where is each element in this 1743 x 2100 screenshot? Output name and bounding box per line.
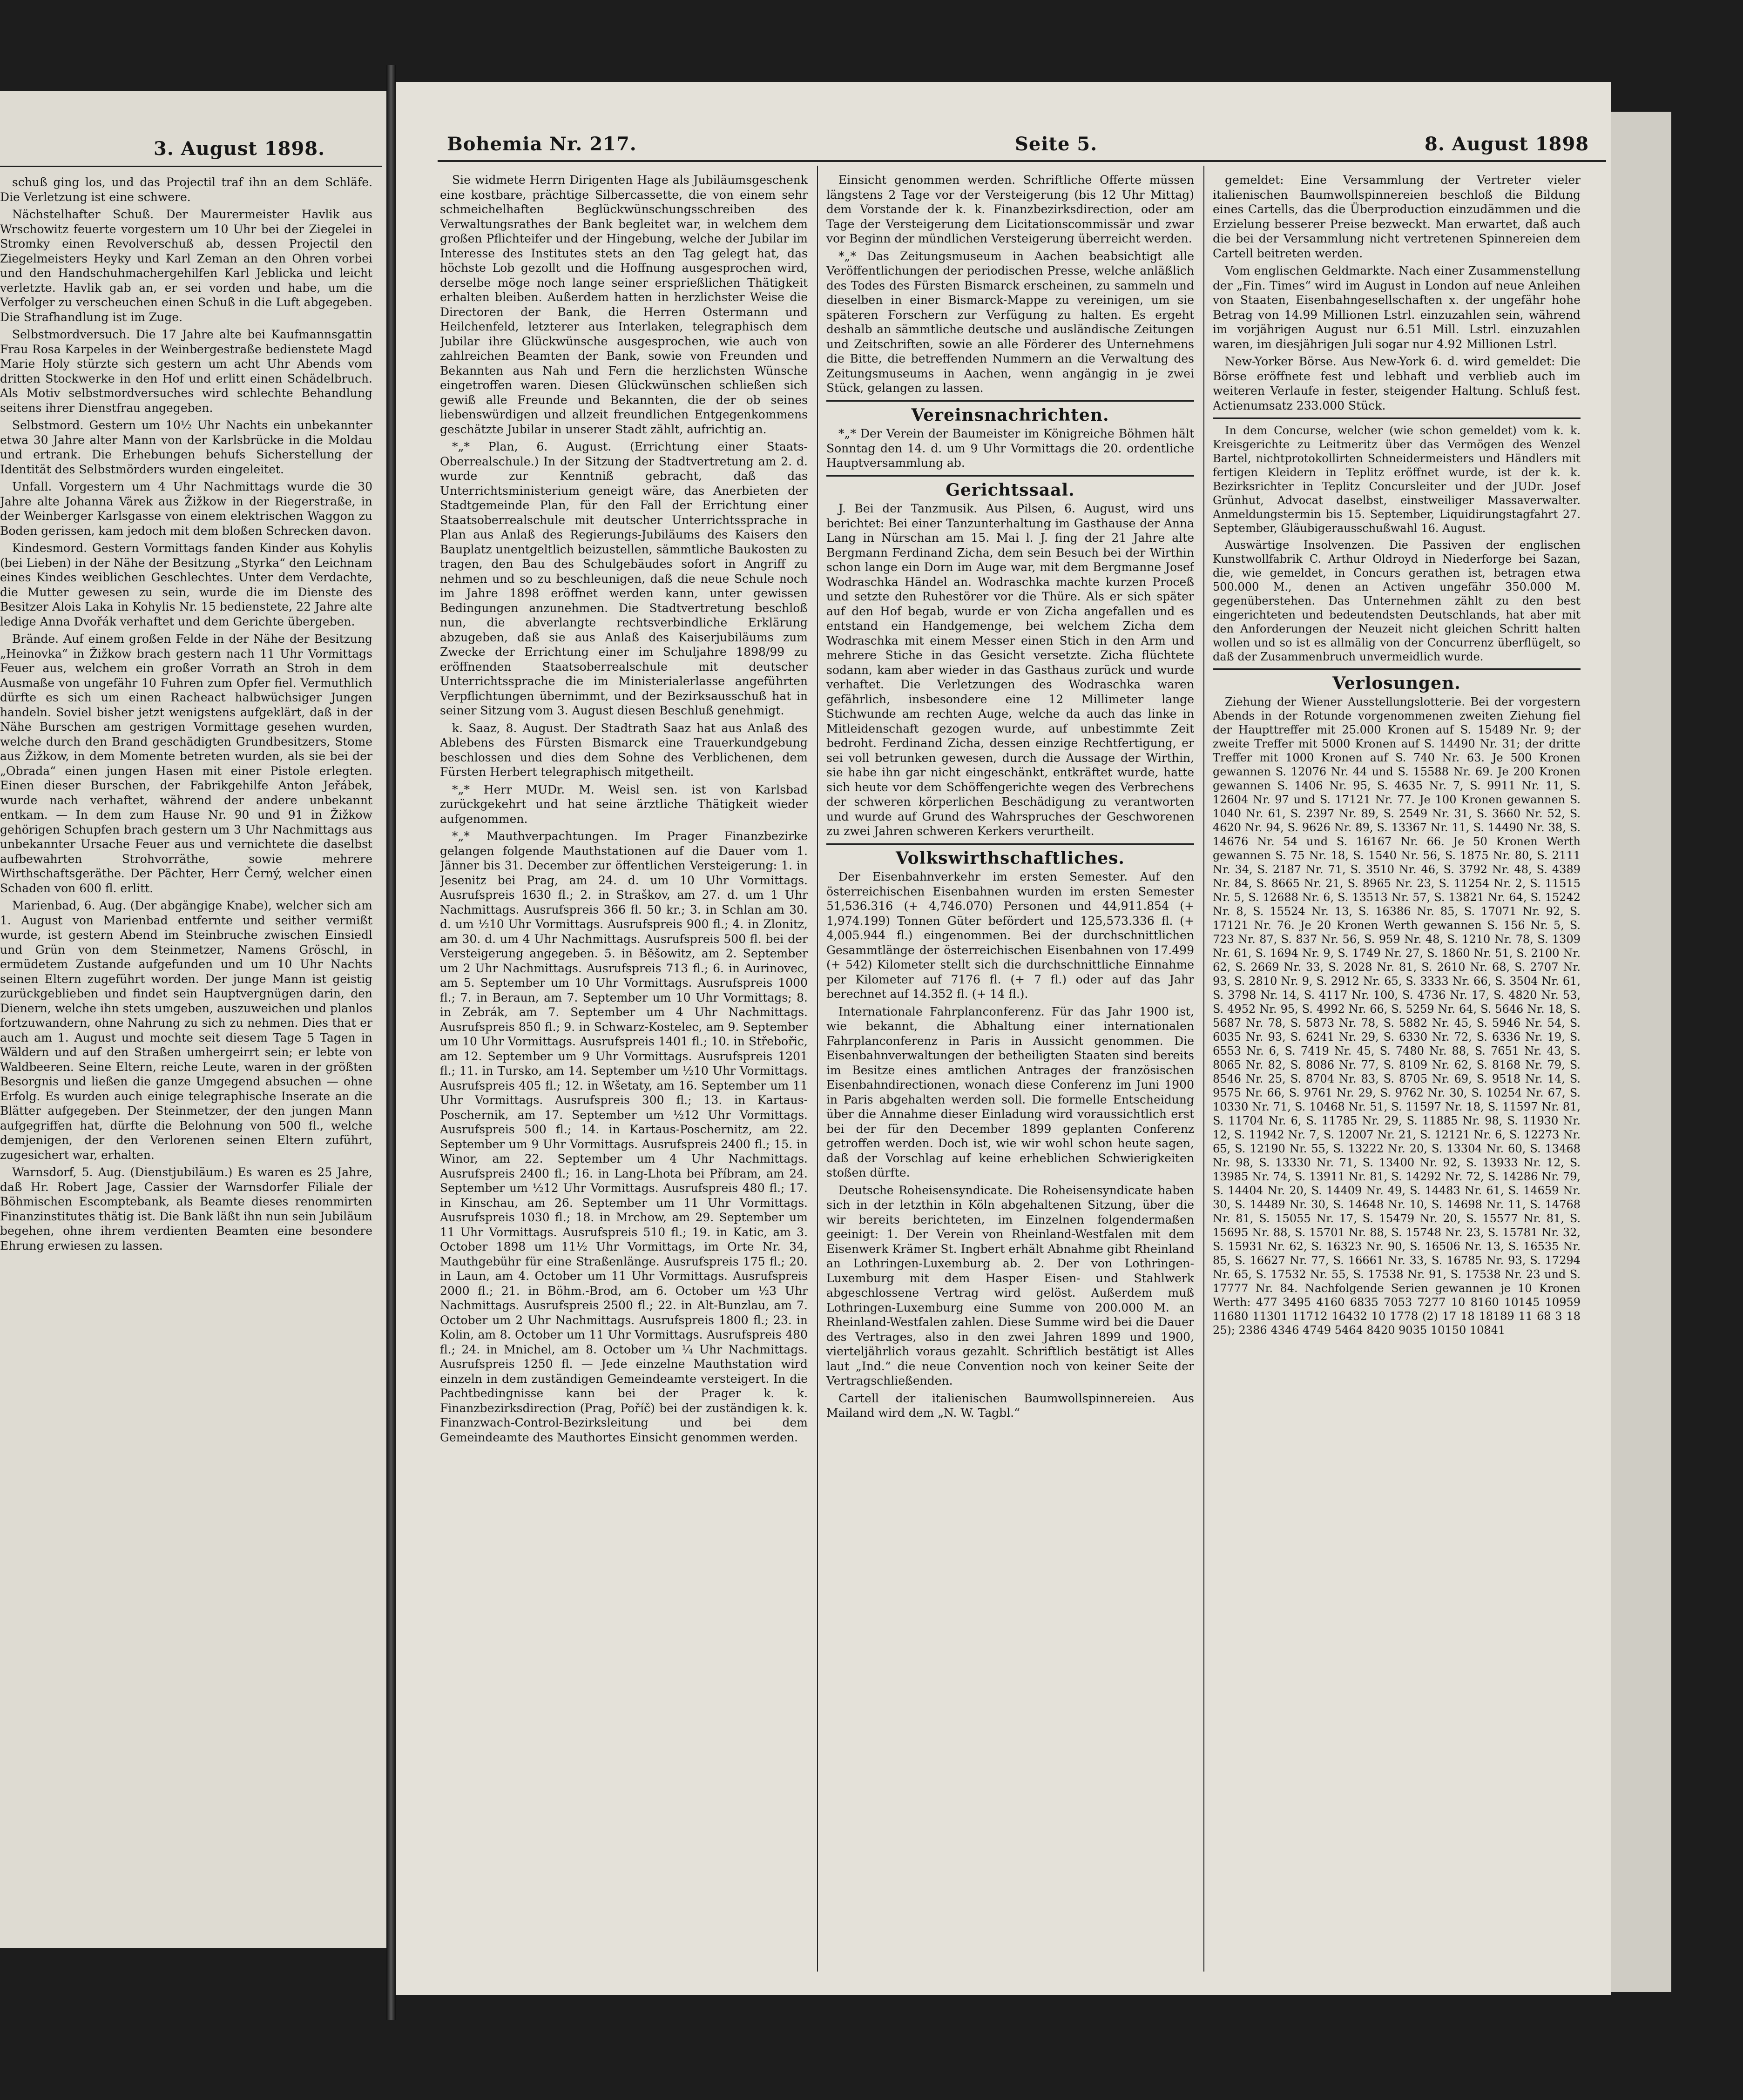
article-paragraph: Der Eisenbahnverkehr im ersten Semester. Auf den österreichischen Eisenbahnen wurden im ersten Semester 51,536.316 (+ 4,746.070) Personen und 44,911.854 (+ 1,974.199) Tonnen Güter befördert und 125,573.336 fl. (+ 4,005.944 fl.) eingenommen. Bei der durchschnittlichen Gesammtlänge der österreichischen Eisenbahnen von 17.499 (+ 542) Kilometer stellt sich die durchschnittliche Einnahme per Kilometer auf 7176 fl. (+ 7 fl.) oder auf das Jahr berechnet auf 14.352 fl. (+ 14 fl.).	[826, 870, 1194, 1001]
article-paragraph: J. Bei der Tanzmusik. Aus Pilsen, 6. August, wird uns berichtet: Bei einer Tanzunterhaltung im Gasthause der Anna Lang in Nürschan am 15. Mai l. J. fing der 21 Jahre alte Bergmann Ferdinand Zicha, dem sein Besuch bei der Wirthin schon lange ein Dorn im Auge war, mit dem Bergmanne Josef Wodraschka Händel an. Wodraschka machte kurzen Proceß und setzte den Ruhestörer vor die Thüre. Als er sich später auf den Hof begab, wurde er von Zicha angefallen und es entstand ein Handgemenge, bei welchem Zicha dem Wodraschka mit einem Messer einen Stich in den Arm und mehrere Stiche in das Gesicht versetzte. Zicha flüchtete sodann, kam aber wieder in das Gasthaus zurück und wurde verhaftet. Die Verletzungen des Wodraschka waren gefährlich, insbesondere eine 12 Millimeter lange Stichwunde am rechten Auge, welche da auch das linke in Mitleidenschaft gezogen wurde, auf unbestimmte Zeit bedroht. Ferdinand Zicha, dessen einzige Rechtfertigung, er sei voll betrunken gewesen, durch die Aussage der Wirthin, sie habe ihn gar nicht eingeschänkt, entkräftet wurde, hatte sich heute vor dem Schöffengerichte wegen des Verbrechens der schweren körperlichen Beschädigung zu verantworten und wurde auf Grund des Wahrspruches der Geschworenen zu zwei Jahren schweren Kerkers verurtheilt.	[826, 502, 1194, 838]
article-paragraph: *„* Mauthverpachtungen. Im Prager Finanzbezirke gelangen folgende Mauthstationen auf die Dauer vom 1. Jänner bis 31. December zur öffentlichen Versteigerung: 1. in Jesenitz bei Prag, am 24. d. um 10 Uhr Vormittags. Ausrufspreis 1630 fl.; 2. in Straškov, am 27. d. um 1 Uhr Nachmittags. Ausrufspreis 366 fl. 50 kr.; 3. in Schlan am 30. d. um ½10 Uhr Vormittags. Ausrufspreis 900 fl.; 4. in Zlonitz, am 30. d. um 4 Uhr Nachmittags. Ausrufspreis 500 fl. bei der Versteigerung angegeben. 5. in Běšowitz, am 2. September um 2 Uhr Nachmittags. Ausrufspreis 713 fl.; 6. in Aurinovec, am 5. September um 10 Uhr Vormittags. Ausrufspreis 1000 fl.; 7. in Beraun, am 7. September um 10 Uhr Vormittags; 8. in Zebrák, am 7. September um 4 Uhr Nachmittags. Ausrufspreis 850 fl.; 9. in Schwarz-Kostelec, am 9. September um 10 Uhr Vormittags. Ausrufspreis 1401 fl.; 10. in Střebořic, am 12. September um 9 Uhr Vormittags. Ausrufspreis 1201 fl.; 11. in Tursko, am 14. September um ½10 Uhr Vormittags. Ausrufspreis 405 fl.; 12. in Wšetaty, am 16. September um 11 Uhr Vormittags. Ausrufspreis 300 fl.; 13. in Kartaus-Poschernik, am 17. September um ½12 Uhr Vormittags. Ausrufspreis 500 fl.; 14. in Kartaus-Poschernitz, am 22. September um 9 Uhr Vormittags. Ausrufspreis 2400 fl.; 15. in Winor, am 22. September um 4 Uhr Nachmittags. Ausrufspreis 2400 fl.; 16. in Lang-Lhota bei Příbram, am 24. September um ½12 Uhr Vormittags. Ausrufspreis 480 fl.; 17. in Kinschau, am 26. September um 11 Uhr Vormittags. Ausrufspreis 1030 fl.; 18. in Mrchow, am 29. September um 11 Uhr Vormittags. Ausrufspreis 510 fl.; 19. in Katic, am 3. October 1898 um 11½ Uhr Vormittags, im Orte Nr. 34, Mauthgebühr für eine Straßenlänge. Ausrufspreis 175 fl.; 20. in Laun, am 4. October um 11 Uhr Vormittags. Ausrufspreis 2000 fl.; 21. in Böhm.-Brod, am 6. October um ½3 Uhr Nachmittags. Ausrufspreis 2500 fl.; 22. in Alt-Bunzlau, am 7. October um 2 Uhr Nachmittags. Ausrufspreis 1800 fl.; 23. in Kolin, am 8. October um 11 Uhr Vormittags. Ausrufspreis 480 fl.; 24. in Mnichel, am 8. October um ¼ Uhr Nachmittags. Ausrufspreis 1250 fl. — Jede einzelne Mauthstation wird einzeln in dem zuständigen Gemeindeamte versteigert. In die Pachtbedingnisse kann bei der Prager k. k. Finanzbezirksdirection (Prag, Poříč) bei der zuständigen k. k. Finanzwach-Control-Bezirksleitung und bei dem Gemeindeamte des Mauthortes Einsicht genommen werden.	[440, 829, 808, 1444]
column-divider	[817, 166, 818, 1972]
left-article: Unfall. Vorgestern um 4 Uhr Nachmittags wurde die 30 Jahre alte Johanna Värek aus Žižkow in der Riegerstraße, in der Weinberger Karlsgasse von einem elektrischen Waggon zu Boden gerissen, kam jedoch mit dem bloßen Schrecken davon.	[0, 480, 372, 538]
left-page	[0, 91, 386, 1948]
page-number: Seite 5.	[1015, 133, 1098, 155]
article-paragraph: k. Saaz, 8. August. Der Stadtrath Saaz hat aus Anlaß des Ablebens des Fürsten Bismarck eine Trauerkundgebung beschlossen und dies dem Sohne des Verblichenen, dem Fürsten Herbert telegraphisch mitgetheilt.	[440, 721, 808, 779]
page-edge-shadow	[1611, 112, 1671, 1992]
column-2	[826, 173, 1194, 1969]
section-rule	[826, 843, 1194, 845]
section-title-vereinsnachrichten: Vereinsnachrichten.	[911, 405, 1109, 425]
article-paragraph: Deutsche Roheisensyndicate. Die Roheisensyndicate haben sich in der letzthin in Köln abgehaltenen Sitzung, über die wir bereits berichteten, im Einzelnen folgendermaßen geeinigt: 1. Der Verein von Rheinland-Westfalen mit dem Eisenwerk Krämer St. Ingbert erhält Abnahme gibt Rheinland an Lothringen-Luxemburg ab. 2. Der von Lothringen-Luxemburg mit dem Hasper Eisen- und Stahlwerk abgeschlossene Vertrag wird gelöst. Außerdem muß Lothringen-Luxemburg eine Summe von 200.000 M. an Rheinland-Westfalen zahlen. Diese Summe wird bei die Dauer des Vertrages, also in den zwei Jahren 1899 und 1900, vierteljährlich voraus gezahlt. Schriftlich bestätigt ist Alles laut „Ind.“ die neue Convention noch von keiner Seite der Vertragschließenden.	[826, 1183, 1194, 1387]
article-paragraph: Internationale Fahrplanconferenz. Für das Jahr 1900 ist, wie bekannt, die Abhaltung einer internationalen Fahrplanconferenz in Paris in Aussicht genommen. Die Eisenbahnverwaltungen der betheiligten Staaten sind bereits im Besitze eines amtlichen Antrages der französischen Eisenbahndirectionen, wonach diese Conferenz im Juni 1900 in Paris abgehalten werden soll. Die formelle Entscheidung über die Annahme dieser Einladung wird voraussichtlich erst bei der für den December 1899 geplanten Conferenz getroffen werden. Doch ist, wie wir wohl schon heute sagen, daß der Vorschlag auf keine erheblichen Schwierigkeiten stoßen dürfte.	[826, 1004, 1194, 1179]
masthead-paper: Bohemia Nr. 217.	[447, 133, 637, 155]
notice-paragraph: In dem Concurse, welcher (wie schon gemeldet) vom k. k. Kreisgerichte zu Leitmeritz über das Vermögen des Wenzel Bartel, nichtprotokollirten Schneidermeisters und Händlers mit fertigen Kleidern in Teplitz eröffnet wurde, ist der k. k. Bezirksrichter in Teplitz Concursleiter und der JUDr. Josef Grünhut, Advocat daselbst, einstweiliger Massaverwalter. Anmeldungstermin bis 15. September, Liquidirungstagfahrt 27. September, Gläubigerausschußwahl 16. August.	[1213, 424, 1581, 535]
masthead-date: 8. August 1898	[1425, 133, 1589, 155]
header-rule	[438, 160, 1606, 162]
section-title-gerichtssaal: Gerichtssaal.	[946, 480, 1075, 500]
column-3	[1213, 173, 1581, 1969]
left-column	[0, 175, 372, 1934]
article-paragraph: *„* Plan, 6. August. (Errichtung einer Staats-Oberrealschule.) In der Sitzung der Stadtvertretung am 2. d. wurde zur Kenntniß gebracht, daß das Unterrichtsministerium geneigt wäre, das Anerbieten der Stadtgemeinde Plan, für den Fall der Errichtung einer Staatsoberrealschule mit deutscher Unterrichtssprache in Plan aus Anlaß des Regierungs-Jubiläums des Kaisers den Bauplatz unentgeltlich beizustellen, sämmtliche Baukosten zu tragen, den Bau des Schulgebäudes sofort in Angriff zu nehmen und so zu beschleunigen, daß die neue Schule noch im Jahre 1898 eröffnet werden kann, unter gewissen Bedingungen anzunehmen. Die Stadtvertretung beschloß nun, die abverlangte rechtsverbindliche Erklärung abzugeben, daß sie aus Anlaß des Kaiserjubiläums zum Zwecke der Errichtung einer im Schuljahre 1898/99 zu eröffnenden Staatsoberrealschule mit deutscher Unterrichtssprache die im Ministerialerlasse angeführten Verpflichtungen übernimmt, und der Bezirksausschuß hat in seiner Sitzung vom 3. August diesen Beschluß genehmigt.	[440, 440, 808, 717]
section-rule	[826, 475, 1194, 477]
article-paragraph: Sie widmete Herrn Dirigenten Hage als Jubiläumsgeschenk eine kostbare, prächtige Silbercassette, die von einem sehr schmeichelhaften Beglückwünschungsschreiben des Verwaltungsrathes der Bank begleitet war, in welchem dem großen Pflichteifer und der Hingebung, welche der Jubilar im Interesse des Institutes stets an den Tag gelegt hat, das höchste Lob gezollt und die Hoffnung ausgesprochen wird, derselbe möge noch lange seiner ersprießlichen Thätigkeit erhalten bleiben. Außerdem hatten in herzlichster Weise die Directoren der Bank, die Herren Ostermann und Heilchenfeld, letzterer aus Interlaken, telegraphisch dem Jubilar ihre Glückwünsche ausgesprochen, wie auch von zahlreichen Beamten der Bank, sowie von Freunden und Bekannten aus Nah und Fern die herzlichsten Wünsche eingetroffen waren. Diesen Glückwünschen schließen sich gewiß alle Freunde und Bekannten, die der ob seines liebenswürdigen und allzeit freundlichen Entgegenkommens geschätzte Jubilar in unserer Stadt zählt, aufrichtig an.	[440, 173, 808, 436]
article-paragraph: New-Yorker Börse. Aus New-York 6. d. wird gemeldet: Die Börse eröffnete fest und lebhaft und verblieb auch im weiteren Verlaufe in fester, steigender Haltung. Schluß fest. Actienumsatz 233.000 Stück.	[1213, 355, 1581, 412]
left-article: Marienbad, 6. Aug. (Der abgängige Knabe), welcher sich am 1. August von Marienbad entfernte und seither vermißt wurde, ist gestern Abend im Steinbruche zwischen Einsiedl und Grün von dem Steinmetzer, Namens Gröschl, in ermüdetem Zustande aufgefunden und um 10 Uhr Nachts seinen Eltern zugeführt worden. Der junge Mann ist geistig zurückgeblieben und findet sein Hauptvergnügen darin, den Dienern, welche ihn stets umgeben, auszuweichen und planlos fortzuwandern, ohne Nahrung zu sich zu nehmen. Dies that er auch am 1. August und mochte seit diesem Tage 5 Tagen in Wäldern und auf den Straßen umhergeirrt sein; er lebte von Waldbeeren. Seine Eltern, reiche Leute, waren in der größten Besorgnis und ließen die ganze Umgegend absuchen — ohne Erfolg. Es wurden auch einige telegraphische Inserate an die Blätter aufgegeben. Der Steinmetzer, der den jungen Mann aufgegriffen hat, dürfte die Belohnung von 500 fl., welche demjenigen, der den Verlorenen seinen Eltern zuführt, zugesichert war, erhalten.	[0, 899, 372, 1162]
left-article: Nächstelhafter Schuß. Der Maurermeister Havlik aus Wrschowitz feuerte vorgestern um 10 Uhr bei der Ziegelei in Stromky einen Revolverschuß ab, dessen Projectil den Ziegelmeisters Heyky und Karl Zeman an den Ohren vorbei und den Handschuhmachergehilfen Karl Jeblicka und leicht verletzte. Havlik gab an, er sei vorden und habe, um die Verfolger zu verscheuchen einen Schuß in die Luft abgegeben. Die Strafhandlung ist im Zuge.	[0, 208, 372, 324]
lottery-results: Ziehung der Wiener Ausstellungslotterie. Bei der vorgestern Abends in der Rotunde vorgenommenen zweiten Ziehung fiel der Haupttreffer mit 25.000 Kronen auf S. 15489 Nr. 9; der zweite Treffer mit 5000 Kronen auf S. 14490 Nr. 31; der dritte Treffer mit 1000 Kronen auf S. 740 Nr. 63. Je 500 Kronen gewannen S. 12076 Nr. 44 und S. 15588 Nr. 69. Je 200 Kronen gewannen S. 1406 Nr. 95, S. 4635 Nr. 7, S. 9911 Nr. 11, S. 12604 Nr. 97 und S. 17121 Nr. 77. Je 100 Kronen gewannen S. 1040 Nr. 61, S. 2397 Nr. 89, S. 2549 Nr. 31, S. 3660 Nr. 52, S. 4620 Nr. 94, S. 9626 Nr. 89, S. 13367 Nr. 11, S. 14490 Nr. 38, S. 14676 Nr. 54 und S. 16167 Nr. 66. Je 50 Kronen Werth gewannen S. 75 Nr. 18, S. 1540 Nr. 56, S. 1875 Nr. 80, S. 2111 Nr. 34, S. 2187 Nr. 71, S. 3510 Nr. 46, S. 3792 Nr. 48, S. 4389 Nr. 84, S. 8665 Nr. 21, S. 8965 Nr. 23, S. 11254 Nr. 2, S. 11515 Nr. 5, S. 12688 Nr. 6, S. 13513 Nr. 57, S. 13821 Nr. 64, S. 15242 Nr. 8, S. 15524 Nr. 13, S. 16386 Nr. 85, S. 17071 Nr. 92, S. 17121 Nr. 76. Je 20 Kronen Werth gewannen S. 156 Nr. 5, S. 723 Nr. 87, S. 837 Nr. 56, S. 959 Nr. 48, S. 1210 Nr. 78, S. 1309 Nr. 61, S. 1694 Nr. 9, S. 1749 Nr. 27, S. 1860 Nr. 51, S. 2100 Nr. 62, S. 2669 Nr. 33, S. 2028 Nr. 81, S. 2610 Nr. 68, S. 2707 Nr. 93, S. 2810 Nr. 9, S. 2912 Nr. 65, S. 3333 Nr. 66, S. 3504 Nr. 61, S. 3798 Nr. 14, S. 4117 Nr. 100, S. 4736 Nr. 17, S. 4820 Nr. 53, S. 4952 Nr. 95, S. 4992 Nr. 66, S. 5259 Nr. 64, S. 5646 Nr. 18, S. 5687 Nr. 78, S. 5873 Nr. 78, S. 5882 Nr. 45, S. 5946 Nr. 54, S. 6035 Nr. 93, S. 6241 Nr. 29, S. 6330 Nr. 72, S. 6336 Nr. 19, S. 6553 Nr. 6, S. 7419 Nr. 45, S. 7480 Nr. 88, S. 7651 Nr. 43, S. 8065 Nr. 82, S. 8086 Nr. 77, S. 8109 Nr. 62, S. 8168 Nr. 79, S. 8546 Nr. 25, S. 8704 Nr. 83, S. 8705 Nr. 69, S. 9518 Nr. 14, S. 9575 Nr. 66, S. 9761 Nr. 29, S. 9762 Nr. 30, S. 10254 Nr. 67, S. 10330 Nr. 71, S. 10468 Nr. 51, S. 11597 Nr. 18, S. 11597 Nr. 81, S. 11704 Nr. 6, S. 11785 Nr. 29, S. 11885 Nr. 98, S. 11930 Nr. 12, S. 11942 Nr. 7, S. 12007 Nr. 21, S. 12121 Nr. 6, S. 12273 Nr. 65, S. 12190 Nr. 55, S. 13222 Nr. 20, S. 13304 Nr. 60, S. 13468 Nr. 98, S. 13330 Nr. 71, S. 13400 Nr. 92, S. 13933 Nr. 12, S. 13985 Nr. 74, S. 13911 Nr. 81, S. 14292 Nr. 72, S. 14286 Nr. 79, S. 14404 Nr. 20, S. 14409 Nr. 49, S. 14483 Nr. 61, S. 14659 Nr. 30, S. 14489 Nr. 30, S. 14648 Nr. 10, S. 14698 Nr. 11, S. 14768 Nr. 81, S. 15055 Nr. 17, S. 15479 Nr. 20, S. 15577 Nr. 81, S. 15695 Nr. 88, S. 15701 Nr. 88, S. 15748 Nr. 23, S. 15781 Nr. 32, S. 15931 Nr. 62, S. 16323 Nr. 90, S. 16506 Nr. 13, S. 16535 Nr. 85, S. 16627 Nr. 77, S. 16661 Nr. 33, S. 16785 Nr. 93, S. 17294 Nr. 65, S. 17532 Nr. 55, S. 17538 Nr. 91, S. 17538 Nr. 23 und S. 17777 Nr. 84. Nachfolgende Serien gewannen je 10 Kronen Werth: 477 3495 4160 6835 7053 7277 10 8160 10145 10959 11680 11301 11712 16432 10 1778 (2) 17 18 18189 11 68 3 18 25); 2386 4346 4749 5464 8420 9035 10150 10841	[1213, 695, 1581, 1337]
article-paragraph: Einsicht genommen werden. Schriftliche Offerte müssen längstens 2 Tage vor der Versteigerung (bis 12 Uhr Mittag) dem Vorstande der k. k. Finanzbezirksdirection, oder am Tage der Versteigerung dem Licitationscommissär und zwar vor Beginn der mündlichen Versteigerung überreicht werden.	[826, 173, 1194, 245]
left-page-date: 3. August 1898.	[154, 138, 325, 160]
section-rule	[1213, 668, 1581, 670]
section-rule	[826, 400, 1194, 402]
article-paragraph: gemeldet: Eine Versammlung der Vertreter vieler italienischen Baumwollspinnereien beschloß die Bildung eines Cartells, das die Überproduction einzudämmen und die Erzielung besserer Preise bezweckt. Man erwartet, daß auch die bei der Versammlung nicht vertretenen Spinnereien dem Cartell beitreten werden.	[1213, 173, 1581, 260]
article-paragraph: *„* Das Zeitungsmuseum in Aachen beabsichtigt alle Veröffentlichungen der periodischen Presse, welche anläßlich des Todes des Fürsten Bismarck erscheinen, zu sammeln und dieselben in einer Bismarck-Mappe zu vereinigen, um sie späteren Forschern zur Verfügung zu halten. Es ergeht deshalb an sämmtliche deutsche und ausländische Zeitungen und Zeitschriften, sowie an alle Förderer des Unternehmens die Bitte, die betreffenden Nummern an die Verwaltung des Zeitungsmuseums in Aachen, wenn angängig in je zwei Stück, gelangen zu lassen.	[826, 249, 1194, 395]
left-article: schuß ging los, und das Projectil traf ihn an dem Schläfe. Die Verletzung ist eine schwere.	[0, 175, 372, 204]
notice-paragraph: Auswärtige Insolvenzen. Die Passiven der englischen Kunstwollfabrik C. Arthur Oldroyd in Niederforge bei Sazan, die, wie gemeldet, in Concurs gerathen ist, betragen etwa 500.000 M., denen an Activen ungefähr 350.000 M. gegenüberstehen. Das Unternehmen zählt zu den best eingerichteten und bedeutendsten Deutschlands, hat aber mit den Anforderungen der Neuzeit nicht gleichen Schritt halten wollen und so ist es allmälig von der Concurrenz überflügelt, so daß der Zusammenbruch unvermeidlich wurde.	[1213, 538, 1581, 663]
section-rule	[1213, 417, 1581, 419]
left-article: Selbstmordversuch. Die 17 Jahre alte bei Kaufmannsgattin Frau Rosa Karpeles in der Weinbergestraße bedienstete Magd Marie Holy stürzte sich gestern um acht Uhr Abends vom dritten Stockwerke in den Hof und erlitt einen Schädelbruch. Als Motiv selbstmordversuches wird schlechte Behandlung seitens ihrer Dienstfrau angegeben.	[0, 328, 372, 415]
page-gutter	[386, 65, 396, 2020]
column-divider	[1203, 166, 1204, 1972]
right-page	[396, 82, 1611, 1995]
left-article: Kindesmord. Gestern Vormittags fanden Kinder aus Kohylis (bei Lieben) in der Nähe der Besitzung „Styrka“ den Leichnam eines Kindes weiblichen Geschlechtes. Unter dem Verdachte, die Mutter gewesen zu sein, wurde die im Dienste des Besitzer Alois Laka in Kohylis Nr. 15 bedienstete, 22 Jahre alte ledige Anna Dvořák verhaftet und dem Gerichte übergeben.	[0, 541, 372, 628]
left-article: Warnsdorf, 5. Aug. (Dienstjubiläum.) Es waren es 25 Jahre, daß Hr. Robert Jage, Cassier der Warnsdorfer Filiale der Böhmischen Escomptebank, als Beamte dieses renommirten Finanzinstitutes thätig ist. Die Bank läßt ihn nun sein Jubiläum begehen, ohne ihrem verdienten Beamten eine besondere Ehrung erwiesen zu lassen.	[0, 1165, 372, 1252]
section-title-volkswirthschaftliches: Volkswirthschaftliches.	[896, 848, 1125, 868]
header-rule	[0, 166, 382, 167]
article-paragraph: *„* Der Verein der Baumeister im Königreiche Böhmen hält Sonntag den 14. d. um 9 Uhr Vormittags die 20. ordentliche Hauptversammlung ab.	[826, 427, 1194, 470]
article-paragraph: Vom englischen Geldmarkte. Nach einer Zusammenstellung der „Fin. Times“ wird im August in London auf neue Anleihen von Staaten, Eisenbahngesellschaften x. der ungefähr hohe Betrag von 14.99 Millionen Lstrl. einzuzahlen sein, während im vorjährigen August nur 6.51 Mill. Lstrl. einzuzahlen waren, im diesjährigen Juli sogar nur 4.92 Millionen Lstrl.	[1213, 264, 1581, 351]
column-1	[440, 173, 808, 1969]
article-paragraph: Cartell der italienischen Baumwollspinnereien. Aus Mailand wird dem „N. W. Tagbl.“	[826, 1391, 1194, 1420]
left-article: Selbstmord. Gestern um 10½ Uhr Nachts ein unbekannter etwa 30 Jahre alter Mann von der Karlsbrücke in die Moldau und ertrank. Die Erhebungen behufs Sicherstellung der Identität des Selbstmörders wurden eingeleitet.	[0, 418, 372, 476]
section-title-verlosungen: Verlosungen.	[1332, 673, 1461, 693]
left-article: Brände. Auf einem großen Felde in der Nähe der Besitzung „Heinovka“ in Žižkow brach gestern nach 11 Uhr Vormittags Feuer aus, welchem ein großer Vorrath an Stroh in dem Ausmaße von ungefähr 10 Fuhren zum Opfer fiel. Vermuthlich dürfte es sich um einen Racheact halbwüchsiger Jungen handeln. Soviel bisher jetzt wenigstens aufgeklärt, daß in der Nähe Burschen am gestrigen Vormittage gesehen wurden, welche durch den Brand geschädigten Grundbesitzers, Stome aus Žižkow, in dem Momente betreten wurden, als sie bei der „Obrada“ einen jungen Hasen mit einer Pistole erlegten. Einen dieser Burschen, der Fabrikgehilfe Anton Jeřábek, wurde nach verhaftet, während der andere unbekannt entkam. — In dem zum Hause Nr. 90 und 91 in Žižkow gehörigen Schupfen brach gestern um 3 Uhr Nachmittags aus unbekannter Ursache Feuer aus und vernichtete die daselbst aufbewahrten Strohvorräthe, sowie mehrere Wirthschaftsgeräthe. Der Pächter, Herr Černý, welcher einen Schaden von 600 fl. erlitt.	[0, 632, 372, 895]
article-paragraph: *„* Herr MUDr. M. Weisl sen. ist von Karlsbad zurückgekehrt und hat seine ärztliche Thätigkeit wieder aufgenommen.	[440, 782, 808, 826]
